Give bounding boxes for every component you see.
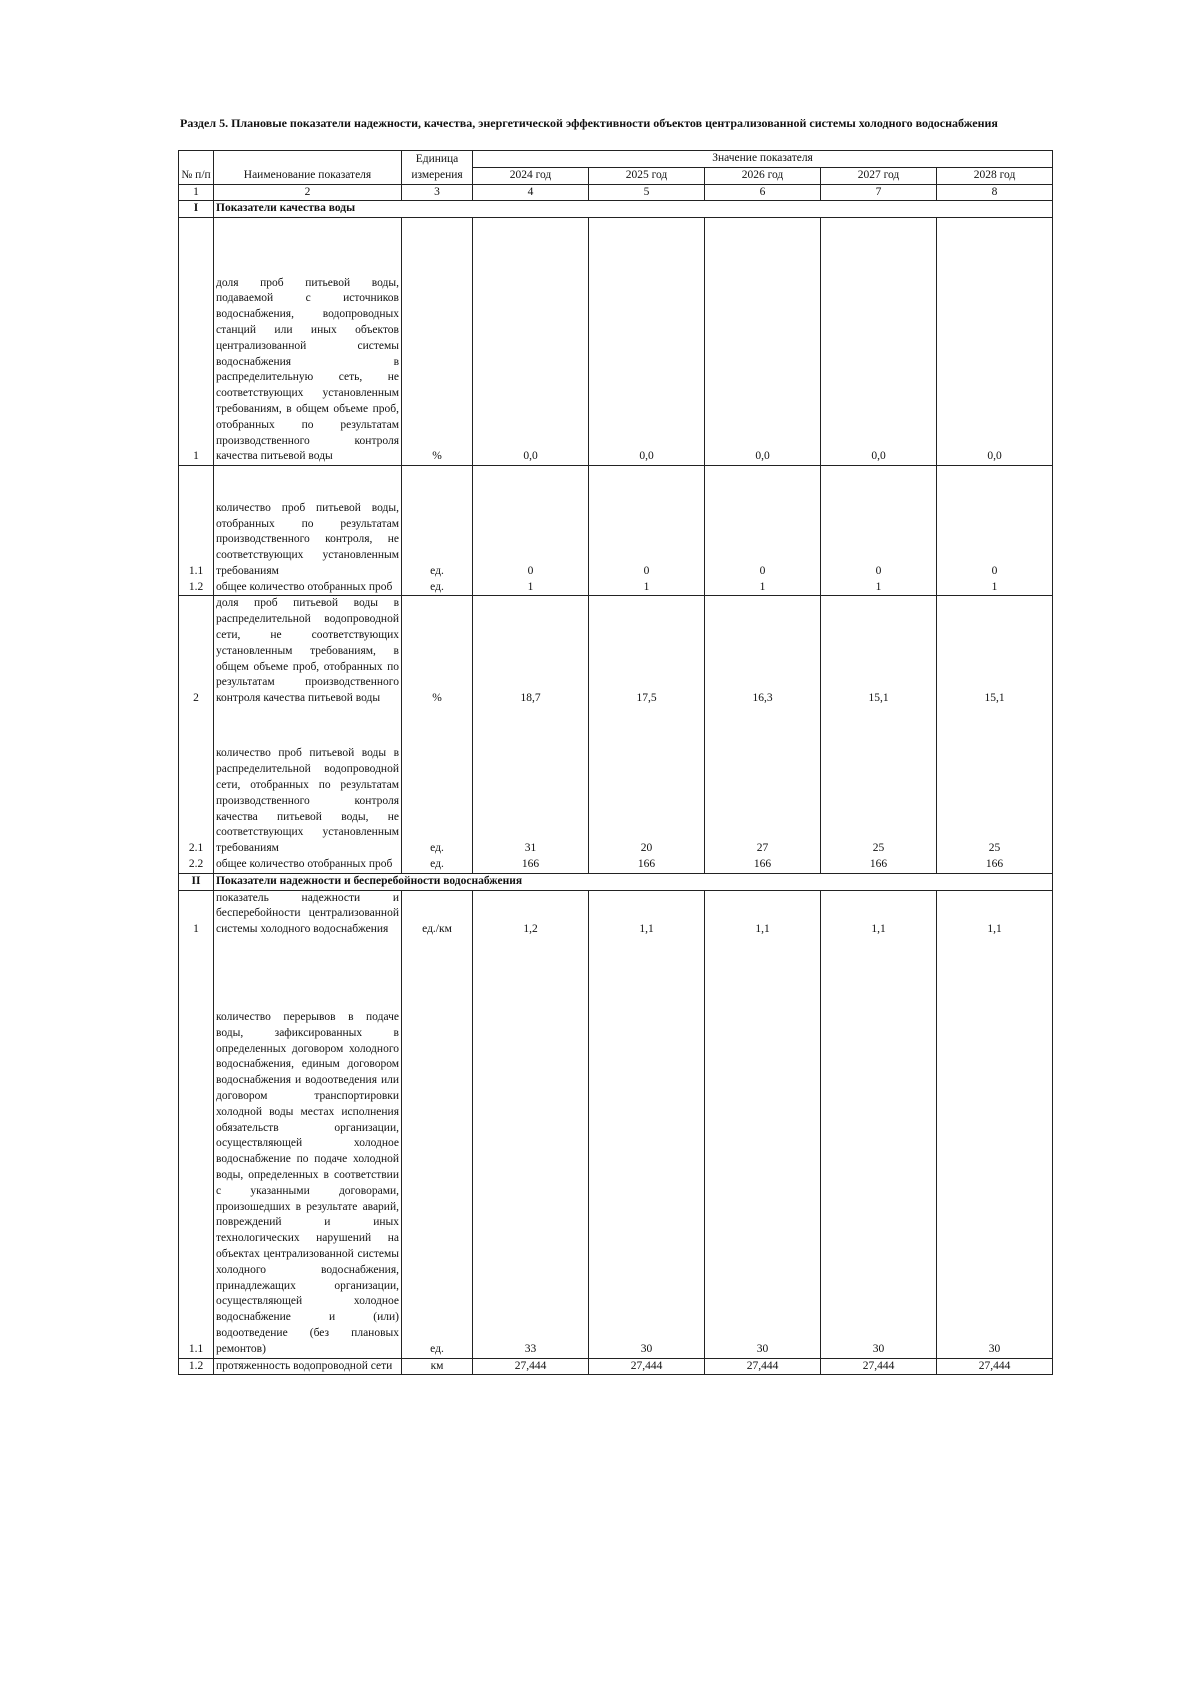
section-num: I (179, 201, 214, 218)
header-year: 2028 год (937, 167, 1053, 184)
table-row (179, 857, 1053, 873)
row-num: 2 (179, 596, 214, 707)
header-year: 2025 год (589, 167, 705, 184)
row-unit: % (402, 596, 473, 707)
row-value: 25 (821, 707, 937, 857)
row-num: 1.2 (179, 1358, 214, 1375)
row-value: 0,0 (473, 218, 589, 466)
row-num: 1 (179, 218, 214, 466)
row-value: 16,3 (705, 596, 821, 707)
row-unit: ед. (402, 707, 473, 857)
table-row (179, 596, 1053, 707)
header-year: 2027 год (821, 167, 937, 184)
row-value: 15,1 (937, 596, 1053, 707)
row-num: 1.2 (179, 580, 214, 596)
table-row (179, 580, 1053, 596)
row-value: 27,444 (473, 1358, 589, 1375)
row-value: 0,0 (937, 218, 1053, 466)
row-name: количество перерывов в подаче воды, зафиксированных в определенных договором холодного водоснабжения, единым договором водоснабжения и водоотведения или договором транспортировки холодной воды местах исполнения обязательств организации, осуществляющей холодное водоснабжение по подаче холодной воды, определенных в соответствии с указанными договорами, произошедших в результате аварий, повреждений и иных технологических нарушений на объектах централизованной системы холодного водоснабжения, принадлежащих организации, осуществляющей холодное водоснабжение и (или) водоотведение (без плановых ремонтов) (214, 938, 402, 1358)
row-name: количество проб питьевой воды, отобранных по результатам производственного контроля, не соответствующих установленным требованиям (214, 466, 402, 580)
header-value-group: Значение показателя (473, 151, 1053, 168)
row-value: 1,2 (473, 890, 589, 938)
row-value: 27,444 (937, 1358, 1053, 1375)
row-unit: км (402, 1358, 473, 1375)
row-value: 18,7 (473, 596, 589, 707)
row-num: 1 (179, 890, 214, 938)
row-value: 1,1 (705, 890, 821, 938)
row-value: 31 (473, 707, 589, 857)
indicators-table (178, 150, 1053, 1375)
row-value: 0,0 (821, 218, 937, 466)
row-value: 20 (589, 707, 705, 857)
row-value: 166 (821, 857, 937, 873)
row-name: показатель надежности и бесперебойности централизованной системы холодного водоснабжения (214, 890, 402, 938)
col-number: 5 (589, 184, 705, 201)
row-value: 166 (705, 857, 821, 873)
col-number: 4 (473, 184, 589, 201)
row-value: 0 (937, 466, 1053, 580)
table-row (179, 466, 1053, 580)
row-value: 33 (473, 938, 589, 1358)
row-value: 0 (821, 466, 937, 580)
row-unit: ед. (402, 466, 473, 580)
row-value: 0 (473, 466, 589, 580)
page-title: Раздел 5. Плановые показатели надежности, качества, энергетической эффективности объектов централизованной системы холодного водоснабжения (180, 116, 998, 130)
row-unit: % (402, 218, 473, 466)
row-value: 1 (937, 580, 1053, 596)
row-unit: ед. (402, 580, 473, 596)
section-row (179, 873, 1053, 890)
row-value: 1,1 (589, 890, 705, 938)
row-value: 0 (705, 466, 821, 580)
row-unit: ед. (402, 857, 473, 873)
header-unit: Единица измерения (402, 151, 473, 185)
col-number: 6 (705, 184, 821, 201)
table-row (179, 707, 1053, 857)
row-value: 30 (821, 938, 937, 1358)
row-value: 1,1 (937, 890, 1053, 938)
row-name: общее количество отобранных проб (214, 857, 402, 873)
col-number: 3 (402, 184, 473, 201)
table-row (179, 218, 1053, 466)
section-num: II (179, 873, 214, 890)
row-value: 1,1 (821, 890, 937, 938)
col-number: 7 (821, 184, 937, 201)
section-title: Показатели качества воды (214, 201, 1053, 218)
section-title: Показатели надежности и бесперебойности водоснабжения (214, 873, 1053, 890)
row-value: 30 (937, 938, 1053, 1358)
row-value: 15,1 (821, 596, 937, 707)
row-value: 1 (705, 580, 821, 596)
row-name: общее количество отобранных проб (214, 580, 402, 596)
row-value: 30 (589, 938, 705, 1358)
table-row (179, 938, 1053, 1358)
row-num: 1.1 (179, 466, 214, 580)
row-value: 166 (937, 857, 1053, 873)
header-year: 2024 год (473, 167, 589, 184)
header-name: Наименование показателя (214, 151, 402, 185)
col-number: 2 (214, 184, 402, 201)
header-year: 2026 год (705, 167, 821, 184)
row-value: 25 (937, 707, 1053, 857)
row-num: 1.1 (179, 938, 214, 1358)
col-number: 1 (179, 184, 214, 201)
row-value: 27 (705, 707, 821, 857)
row-value: 166 (473, 857, 589, 873)
row-value: 166 (589, 857, 705, 873)
table-row (179, 1358, 1053, 1375)
header-num: № п/п (179, 151, 214, 185)
row-name: протяженность водопроводной сети (214, 1358, 402, 1375)
row-name: доля проб питьевой воды в распределительной водопроводной сети, не соответствующих установленным требованиям, в общем объеме проб, отобранных по результатам производственного контроля качества питьевой воды (214, 596, 402, 707)
row-value: 27,444 (705, 1358, 821, 1375)
row-value: 1 (473, 580, 589, 596)
row-value: 0,0 (705, 218, 821, 466)
row-name: доля проб питьевой воды, подаваемой с источников водоснабжения, водопроводных станций или иных объектов централизованной системы водоснабжения в распределительную сеть, не соответствующих установленным требованиям, в общем объеме проб, отобранных по результатам производственного контроля качества питьевой воды (214, 218, 402, 466)
col-number: 8 (937, 184, 1053, 201)
row-unit: ед. (402, 938, 473, 1358)
row-value: 1 (589, 580, 705, 596)
row-unit: ед./км (402, 890, 473, 938)
row-num: 2.1 (179, 707, 214, 857)
table-row (179, 890, 1053, 938)
row-value: 1 (821, 580, 937, 596)
row-value: 0 (589, 466, 705, 580)
row-value: 27,444 (589, 1358, 705, 1375)
row-num: 2.2 (179, 857, 214, 873)
row-value: 30 (705, 938, 821, 1358)
row-value: 17,5 (589, 596, 705, 707)
row-name: количество проб питьевой воды в распределительной водопроводной сети, отобранных по результатам производственного контроля качества питьевой воды, не соответствующих установленным требованиям (214, 707, 402, 857)
row-value: 27,444 (821, 1358, 937, 1375)
row-value: 0,0 (589, 218, 705, 466)
section-row (179, 201, 1053, 218)
